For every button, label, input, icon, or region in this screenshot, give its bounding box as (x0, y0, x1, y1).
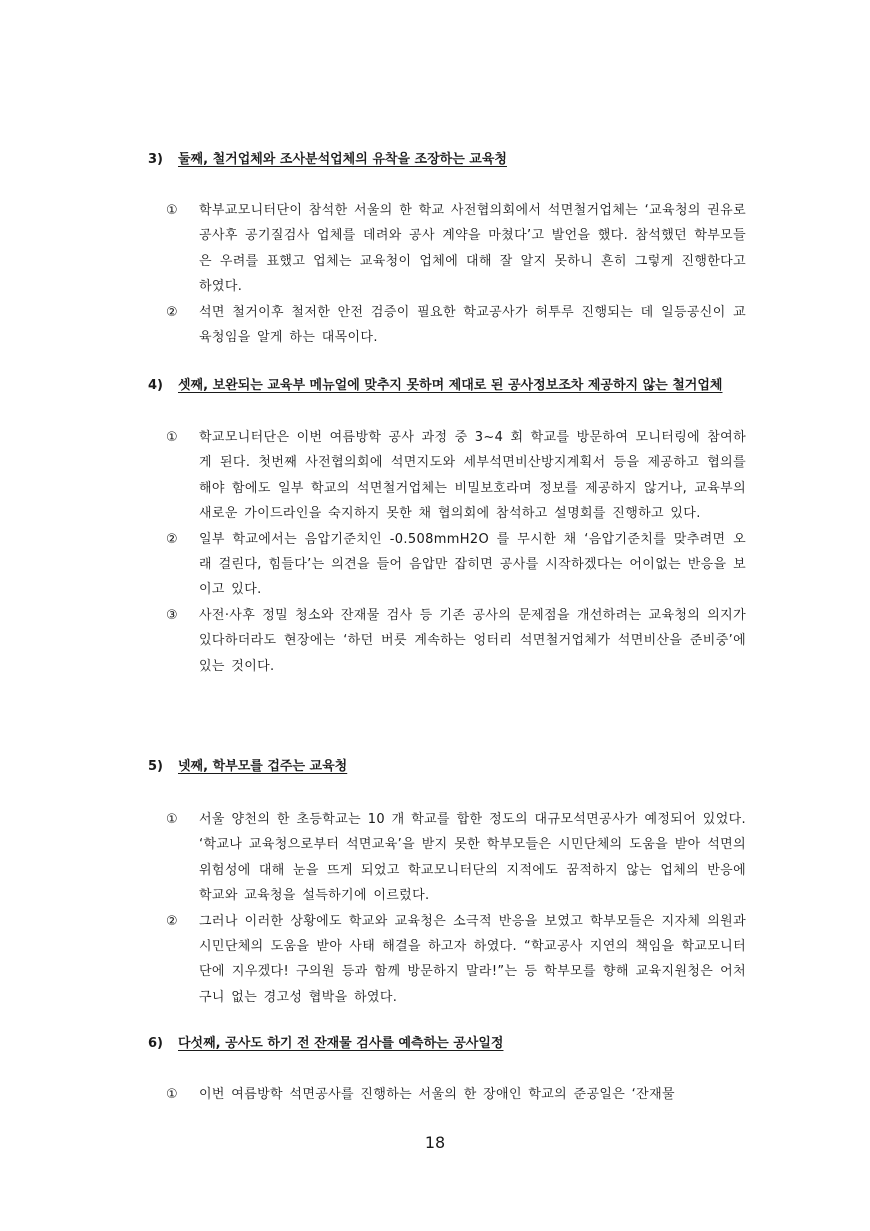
item-marker: ② (166, 531, 178, 547)
section-number: 3) (148, 152, 163, 167)
section-heading (148, 755, 750, 779)
item-marker: ② (166, 304, 178, 320)
list-item (166, 300, 746, 351)
item-marker: ① (166, 812, 178, 827)
item-marker: ① (166, 1087, 178, 1102)
item-text: 서울 양천의 한 초등학교는 10 개 학교를 합한 정도의 대규모석면공사가 예정되어 있었다. ‘학교나 교육청으로부터 석면교육’을 받지 못한 학부모들은 시민단체의 도움을 받아 석면의 위험성에 대해 눈을 뜨게 되었고 학교모니터단의 지적에도 꿈적하지 않는 업체의 반응에 학교와 교육청을 설득하기에 이르렀다. (199, 812, 746, 904)
item-text: 이번 여름방학 석면공사를 진행하는 서울의 한 장애인 학교의 준공일은 ‘잔재물 (199, 1087, 675, 1102)
page-number: 18 (424, 1133, 446, 1152)
section-title: 넷째, 학부모를 겁주는 교육청 (178, 759, 348, 774)
list-item (166, 527, 746, 603)
item-marker: ③ (166, 607, 178, 623)
item-text: 사전·사후 정밀 청소와 잔재물 검사 등 기존 공사의 문제점을 개선하려는 교육청의 의지가 있다하더라도 현장에는 ‘하던 버릇 계속하는 엉터리 석면철거업체가 석면비산을 준비중’에 있는 것이다. (199, 607, 746, 674)
item-text: 학교모니터단은 이번 여름방학 공사 과정 중 3~4 회 학교를 방문하여 모니터링에 참여하게 된다. 첫번째 사전협의회에 석면지도와 세부석면비산방지계획서 등을 제공하고 협의를 해야 함에도 일부 학교의 석면철거업체는 비밀보호라며 정보를 제공하지 않거나, 교육부의 새로운 가이드라인을 숙지하지 못한 채 협의회에 참석하고 설명회를 진행하고 있다. (199, 430, 746, 522)
section-title: 셋째, 보완되는 교육부 메뉴얼에 맞추지 못하며 제대로 된 공사정보조차 제공하지 않는 철거업체 (178, 378, 723, 393)
section-heading (148, 1032, 750, 1056)
section-number: 6) (148, 1036, 163, 1051)
list-item (166, 198, 746, 300)
section-number: 5) (148, 759, 163, 774)
section-title: 둘째, 철거업체와 조사분석업체의 유착을 조장하는 교육청 (178, 152, 507, 167)
item-marker: ① (166, 203, 178, 218)
list-item (166, 425, 746, 527)
list-item (166, 807, 746, 909)
section-heading (148, 148, 750, 172)
item-text: 석면 철거이후 철저한 안전 검증이 필요한 학교공사가 허투루 진행되는 데 일등공신이 교육청임을 알게 하는 대목이다. (199, 304, 746, 346)
item-text: 학부교모니터단이 참석한 서울의 한 학교 사전협의회에서 석면철거업체는 ‘교육청의 권유로 공사후 공기질검사 업체를 데려와 공사 계약을 마쳤다’고 발언을 했다. 참석했던 학부모들은 우려를 표했고 업체는 교육청이 업체에 대해 잘 알지 못하니 흔히 그렇게 진행한다고 하였다. (199, 203, 746, 295)
section-heading (148, 374, 750, 398)
list-item (166, 603, 746, 679)
section-6 (0, 1032, 870, 1107)
section-4 (0, 374, 870, 679)
item-marker: ② (166, 913, 178, 929)
item-text: 그러나 이러한 상황에도 학교와 교육청은 소극적 반응을 보였고 학부모들은 지자체 의원과 시민단체의 도움을 받아 사태 해결을 하고자 하였다. “학교공사 지연의 책임을 학교모니터단에 지우겠다! 구의원 등과 함께 방문하지 말라!”는 등 학부모를 향해 교육지원청은 어처구니 없는 경고성 협박을 하였다. (199, 913, 746, 1005)
section-5 (0, 755, 870, 1010)
section-3 (0, 148, 870, 350)
list-item (166, 909, 746, 1011)
item-text: 일부 학교에서는 음압기준치인 -0.508mmH2O 를 무시한 채 ‘음압기준치를 맞추려면 오래 걸린다, 힘들다’는 의견을 들어 음압만 잡히면 공사를 시작하겠다는 어이없는 반응을 보이고 있다. (199, 531, 746, 598)
section-title: 다섯째, 공사도 하기 전 잔재물 검사를 예측하는 공사일정 (178, 1036, 504, 1051)
list-item (166, 1082, 746, 1107)
item-marker: ① (166, 430, 178, 445)
section-number: 4) (148, 378, 163, 393)
